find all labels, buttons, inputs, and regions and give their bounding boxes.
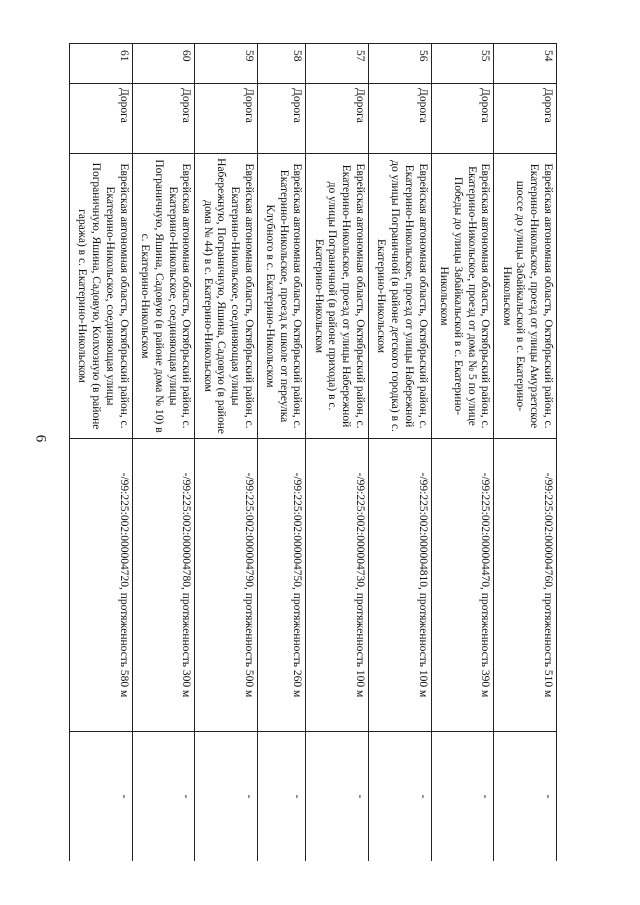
table-row xyxy=(70,44,133,862)
table-row xyxy=(195,44,258,862)
object-type: Дорога xyxy=(70,84,133,154)
table-row xyxy=(306,44,369,862)
extra-info: - xyxy=(70,732,133,862)
row-number: 58 xyxy=(258,44,306,84)
object-address: Еврейская автономная область, Октябрьский район, с. Екатерино-Никольское, проезд от улицы Набережной до улицы Пограничной (в районе детского городка) в с. Екатерино-Никольском xyxy=(369,154,432,439)
row-number: 56 xyxy=(369,44,432,84)
extra-info: - xyxy=(195,732,258,862)
object-type: Дорога xyxy=(431,84,494,154)
object-address: Еврейская автономная область, Октябрьский район, с. Екатерино-Никольское, соединяющая улицы Пограничную, Яшина, Садовую, Колхозную (в районе гаража) в с. Екатерино-Никольском xyxy=(70,154,133,439)
object-type: Дорога xyxy=(369,84,432,154)
extra-info: - xyxy=(431,732,494,862)
cadastral-info: -/99:225:002:000004810, протяженность 100 м xyxy=(369,439,432,732)
table-row xyxy=(431,44,494,862)
object-address: Еврейская автономная область, Октябрьский район, с. Екатерино-Никольское, соединяющая улицы Пограничную, Яшина, Садовую (в районе дома № 10) в с. Екатерино-Никольском xyxy=(132,154,195,439)
rotated-table-container xyxy=(69,43,557,861)
cadastral-info: -/99:225:002:000004720, протяженность 580 м xyxy=(70,439,133,732)
object-address: Еврейская автономная область, Октябрьский район, с. Екатерино-Никольское, проезд от дома № 5 по улице Победы до улицы Забайкальской в с. Екатерино-Никольском xyxy=(431,154,494,439)
table-row xyxy=(258,44,306,862)
table-row xyxy=(494,44,557,862)
row-number: 55 xyxy=(431,44,494,84)
extra-info: - xyxy=(258,732,306,862)
row-number: 54 xyxy=(494,44,557,84)
row-number: 61 xyxy=(70,44,133,84)
cadastral-info: -/99:225:002:000004780, протяженность 300 м xyxy=(132,439,195,732)
object-address: Еврейская автономная область, Октябрьский район, с. Екатерино-Никольское, проезд к школе от переулка Клубного в с. Екатерино-Никольском xyxy=(258,154,306,439)
object-type: Дорога xyxy=(132,84,195,154)
row-number: 60 xyxy=(132,44,195,84)
object-type: Дорога xyxy=(195,84,258,154)
extra-info: - xyxy=(306,732,369,862)
object-address: Еврейская автономная область, Октябрьский район, с. Екатерино-Никольское, соединяющая улицы Набережную, Пограничную, Яшина, Садовую (в районе дома № 44) в с. Екатерино-Никольском xyxy=(195,154,258,439)
extra-info: - xyxy=(369,732,432,862)
cadastral-info: -/99:225:002:000004760, протяженность 510 м xyxy=(494,439,557,732)
row-number: 59 xyxy=(195,44,258,84)
cadastral-info: -/99:225:002:000004470, протяженность 390 м xyxy=(431,439,494,732)
object-address: Еврейская автономная область, Октябрьский район, с. Екатерино-Никольское, проезд от улицы Набережной до улицы Пограничной (в районе прихода) в с. Екатерино-Никольском xyxy=(306,154,369,439)
page-number: 6 xyxy=(32,434,49,443)
roads-table xyxy=(69,43,557,861)
cadastral-info: -/99:225:002:000004730, протяженность 100 м xyxy=(306,439,369,732)
object-type: Дорога xyxy=(306,84,369,154)
extra-info: - xyxy=(132,732,195,862)
cadastral-info: -/99:225:002:000004790, протяженность 500 м xyxy=(195,439,258,732)
object-address: Еврейская автономная область, Октябрьский район, с. Екатерино-Никольское, проезд от улицы Амурзетское шоссе до улицы Забайкальской в с. Екатерино-Никольском xyxy=(494,154,557,439)
extra-info: - xyxy=(494,732,557,862)
cadastral-info: -/99:225:002:000004750, протяженность 260 м xyxy=(258,439,306,732)
object-type: Дорога xyxy=(258,84,306,154)
row-number: 57 xyxy=(306,44,369,84)
object-type: Дорога xyxy=(494,84,557,154)
table-row xyxy=(132,44,195,862)
document-table-wrapper xyxy=(69,43,557,861)
table-row xyxy=(369,44,432,862)
